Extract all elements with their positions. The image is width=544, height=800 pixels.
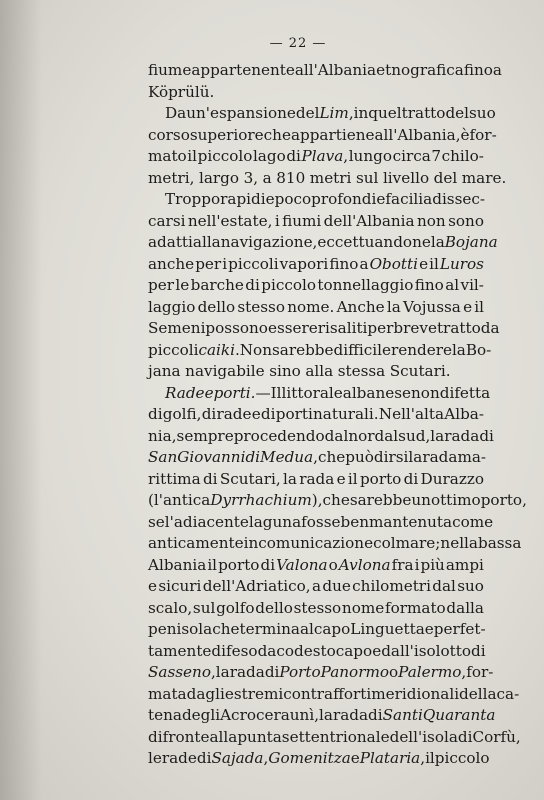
text-line: rittima di Scutari, la rada e il porto di Durazzo (148, 469, 484, 488)
text-line: piccoli caiki. Non sarebbe difficile rendere la Bo- (148, 340, 492, 359)
text-line: Semeni possono essere risaliti per breve tratto da (148, 319, 500, 337)
paragraph (148, 383, 527, 770)
text-line: laggio dello stesso nome. Anche la Vojussa e il (148, 297, 484, 316)
text-line: (l'antica Dyrrhachium), che sarebbe un ottimo porto, (148, 491, 527, 509)
text-line: scalo, sul golfo dello stesso nome formato dalla (148, 598, 484, 617)
text-line: anche per i piccoli vapori fino a Obotti e il Luros (148, 254, 484, 273)
page-number: — 22 — (269, 36, 327, 51)
text-line: penisola che termina al capo Linguetta e perfet- (148, 620, 486, 638)
paragraph (148, 189, 500, 383)
text-line: mato il piccolo lago di Plava, lungo circa 7 chilo- (148, 147, 484, 165)
text-line: Troppo rapidi e poco profondi e facili a dissec- (165, 190, 486, 208)
text-line: carsi nell'estate, i fiumi dell'Albania non sono (148, 211, 484, 230)
text-line: mata dagli estremi contrafforti meridionali della ca- (148, 684, 520, 703)
text-line: corso superiore che appartiene all'Albania, è for- (148, 125, 497, 144)
text-line: per le barche di piccolo tonnellaggio fino al vil- (148, 276, 484, 294)
body-text (148, 60, 527, 770)
text-line: jana navigabile sino alla stessa Scutari. (148, 362, 451, 380)
text-line: tamente difeso da codesto capo e dall'isolotto di (148, 641, 486, 660)
text-line: tena degli Acroceraunì, la rada di Santi Quaranta (148, 706, 496, 724)
text-line: Rade e porti. — Il littorale albanese non difetta (165, 383, 491, 402)
text-line: le rade di Sajada, Gomenitza e Plataria, il piccolo (148, 749, 490, 767)
text-line: di fronte alla punta settentrionale dell'isola di Corfù, (148, 727, 521, 746)
text-line: adatti alla navigazione, eccettuandone la Bojana (148, 233, 498, 251)
paragraph (148, 60, 502, 103)
text-line: di golfi, di rade e di porti naturali. Nell'alta Alba- (148, 405, 484, 423)
text-line: Albania il porto di Valona o Avlona fra i più ampi (148, 555, 484, 574)
text-line: Da un'espansione del Lim, in quel tratto del suo (165, 104, 496, 122)
text-line: se l'adiacente laguna fosse ben mantenuta come (148, 512, 494, 531)
text-line: Sasseno, la rada di Porto Panormo o Palermo, for- (148, 663, 494, 681)
text-line: anticamente in comunicazione col mare; nella bassa (148, 534, 522, 552)
text-line: e sicuri dell'Adriatico, a due chilometri dal suo (148, 577, 484, 595)
text-line: nia, sempre procedendo dal nord al sud, la rada di (148, 426, 494, 445)
text-line: San Giovanni di Medua, che può dirsi la rada ma- (148, 448, 487, 466)
text-line: metri, largo 3, a 810 metri sul livello del mare. (148, 168, 507, 187)
text-line: Köprülü. (148, 82, 215, 101)
text-line: fiume appartenente all'Albania etnografica fino a (148, 61, 502, 79)
paragraph (148, 103, 507, 189)
